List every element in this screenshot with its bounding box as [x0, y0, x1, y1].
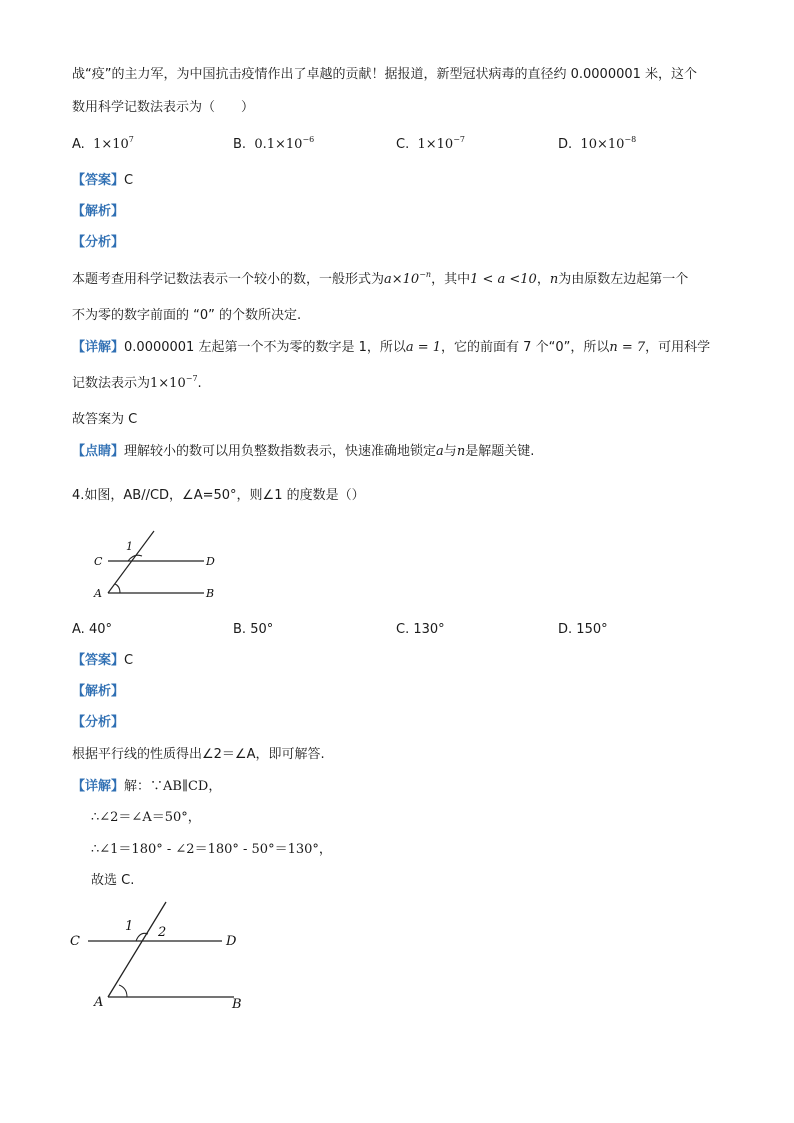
q3-dianjing: 【点睛】理解较小的数可以用负整数指数表示，快速准确地锁定a与n是解题关键. [72, 444, 535, 459]
q4-step2: ∴∠1＝180° - ∠2＝180° - 50°＝130°， [91, 842, 332, 857]
q4-option-b: B. 50° [233, 622, 274, 637]
q3-fenxi-line1: 本题考查用科学记数法表示一个较小的数，一般形式为$a\times 10^{-n}$，其中1 < a <10，n为由原数左边起第一个 [72, 270, 689, 287]
label-c-2: C [70, 934, 80, 949]
q3-xiangjie-line1: 【详解】0.0000001 左起第一个不为零的数字是 1，所以a = 1，它的前面有 7 个“0”，所以n = 7，可用科学 [72, 340, 711, 355]
q4-figure [86, 526, 226, 606]
q4-option-d: D. 150° [558, 622, 608, 637]
q3-fenxi-line2: 不为零的数字前面的 “0” 的个数所决定. [72, 308, 302, 323]
angle-1-arc [128, 555, 142, 561]
q4-step3: 故选 C. [91, 873, 135, 888]
label-c: C [94, 555, 103, 568]
q3-option-a: A. $1\times 10^7$ [72, 135, 134, 152]
label-d-2: D [226, 934, 237, 949]
q3-option-d: D. $10\times 10^{-8}$ [558, 135, 637, 152]
label-b-2: B [232, 997, 242, 1012]
q4-step1: ∴∠2＝∠A＝50°， [91, 810, 201, 825]
q4-option-c: C. 130° [396, 622, 445, 637]
q4-xiangjie: 【详解】解：∵AB∥CD， [72, 779, 222, 794]
label-a: A [94, 587, 102, 600]
transversal-2 [108, 902, 166, 997]
label-b: B [206, 587, 215, 600]
q3-option-b: B. $0.1\times 10^{-6}$ [233, 135, 315, 152]
q4-solution-figure [62, 898, 262, 1016]
q3-conclusion: 故答案为 C [72, 412, 138, 427]
label-a-2: A [94, 995, 104, 1010]
label-one: 1 [126, 540, 133, 553]
label-two-2: 2 [158, 925, 167, 940]
label-d: D [206, 555, 215, 568]
q3-xiangjie-line2: 记数法表示为$1\times 10^{-7}$. [72, 374, 202, 391]
q3-stem-line2: 数用科学记数法表示为（ ） [72, 100, 255, 115]
label-one-2: 1 [125, 919, 134, 934]
q3-jiexi-label: 【解析】 [72, 204, 125, 219]
q3-stem-line1: 战“疫”的主力军，为中国抗击疫情作出了卓越的贡献！据报道，新型冠状病毒的直径约 0.0000001 米，这个 [72, 67, 698, 82]
q3-fenxi-label: 【分析】 [72, 235, 125, 250]
q4-fenxi-text: 根据平行线的性质得出∠2＝∠A，即可解答. [72, 747, 325, 762]
q4-option-a: A. 40° [72, 622, 112, 637]
q4-stem: 4.如图，AB//CD，∠A=50°，则∠1 的度数是（） [72, 488, 365, 503]
q4-fenxi-label: 【分析】 [72, 715, 125, 730]
q3-option-c: C. $1\times 10^{-7}$ [396, 135, 465, 152]
q4-answer: 【答案】C [72, 653, 134, 668]
angle-a-arc [115, 584, 120, 593]
angle-a-arc-2 [119, 985, 127, 997]
q4-jiexi-label: 【解析】 [72, 684, 125, 699]
q3-answer: 【答案】C [72, 173, 134, 188]
